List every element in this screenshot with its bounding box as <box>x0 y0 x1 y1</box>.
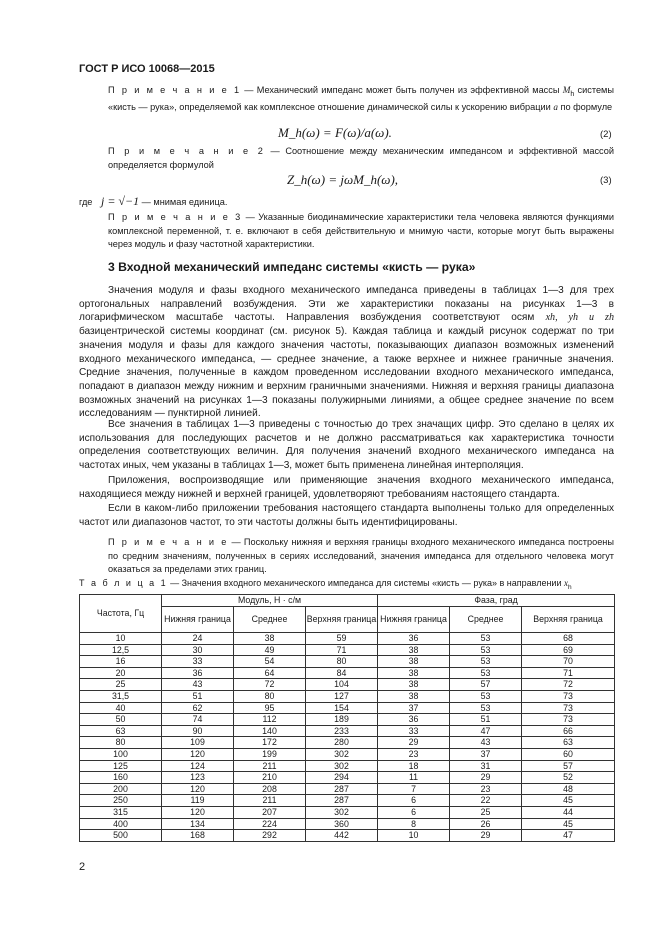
table-cell: 189 <box>306 714 378 726</box>
note-1-text-b: системы «кисть — рука», определяемой как комплексное отношение динамической силы к ускорению вибрации <box>108 85 614 113</box>
header-phase-lower: Нижняя граница <box>378 607 450 633</box>
table-row <box>80 818 615 830</box>
table-cell: 63 <box>522 737 615 749</box>
table-cell: 224 <box>234 818 306 830</box>
table-row <box>80 690 615 702</box>
note-1-label: П р и м е ч а н и е 1 <box>108 85 242 95</box>
table-cell: 31 <box>450 760 522 772</box>
table-cell: 208 <box>234 783 306 795</box>
table-cell: 80 <box>80 737 162 749</box>
note-2-text: — Соотношение между механическим импедансом и эффективной массой определяется формулой <box>108 146 614 170</box>
table-cell: 120 <box>162 783 234 795</box>
table-cell: 54 <box>234 656 306 668</box>
table-cell: 16 <box>80 656 162 668</box>
table-cell: 38 <box>378 690 450 702</box>
table-cell: 24 <box>162 633 234 645</box>
table-cell: 95 <box>234 702 306 714</box>
where-prefix: где <box>79 197 93 207</box>
paragraph-1-a: Значения модуля и фазы входного механического импеданса приведены в таблицах 1—3 для трех ортогональных направлений возбуждения. Эти же характеристики показаны на рисунках 1—3 в логарифмическом масштабе частоты. Направления возбуждения соответствуют осям <box>79 285 614 324</box>
table-cell: 70 <box>522 656 615 668</box>
table-cell: 124 <box>162 760 234 772</box>
paragraph-1-axes: xh, yh и zh <box>545 312 614 324</box>
table-cell: 44 <box>522 806 615 818</box>
table-cell: 7 <box>378 783 450 795</box>
table-cell: 29 <box>450 772 522 784</box>
table-cell: 123 <box>162 772 234 784</box>
table-cell: 302 <box>306 806 378 818</box>
note-1 <box>79 84 614 115</box>
table-caption-label: Т а б л и ц а 1 <box>79 578 168 588</box>
table-cell: 80 <box>234 690 306 702</box>
table-cell: 315 <box>80 806 162 818</box>
table-cell: 80 <box>306 656 378 668</box>
table-cell: 45 <box>522 818 615 830</box>
table-cell: 51 <box>450 714 522 726</box>
table-cell: 12,5 <box>80 644 162 656</box>
table-cell: 51 <box>162 690 234 702</box>
where-expr: j = √−1 <box>100 194 140 208</box>
table-cell: 53 <box>450 656 522 668</box>
table-cell: 172 <box>234 737 306 749</box>
table-cell: 287 <box>306 795 378 807</box>
impedance-table <box>79 594 615 842</box>
note-4-label: П р и м е ч а н и е <box>108 537 229 547</box>
table-row <box>80 725 615 737</box>
table-cell: 25 <box>450 806 522 818</box>
header-modulus-lower: Нижняя граница <box>162 607 234 633</box>
table-cell: 233 <box>306 725 378 737</box>
table-cell: 302 <box>306 748 378 760</box>
table-cell: 71 <box>306 644 378 656</box>
table-cell: 18 <box>378 760 450 772</box>
table-caption <box>79 578 619 591</box>
table-cell: 199 <box>234 748 306 760</box>
table-cell: 38 <box>234 633 306 645</box>
table-row <box>80 644 615 656</box>
table-cell: 40 <box>80 702 162 714</box>
table-cell: 154 <box>306 702 378 714</box>
table-row <box>80 737 615 749</box>
table-cell: 59 <box>306 633 378 645</box>
table-cell: 48 <box>522 783 615 795</box>
table-row <box>80 748 615 760</box>
table-cell: 43 <box>162 679 234 691</box>
table-cell: 52 <box>522 772 615 784</box>
table-cell: 38 <box>378 656 450 668</box>
table-cell: 36 <box>162 667 234 679</box>
table-row <box>80 667 615 679</box>
formula-2-number: (2) <box>600 129 612 140</box>
where-clause <box>79 195 614 210</box>
table-cell: 125 <box>80 760 162 772</box>
section-heading: 3 Входной механический импеданс системы «кисть — рука» <box>108 260 476 274</box>
table-caption-text: — Значения входного механического импеданса для системы «кисть — рука» в направлении <box>167 578 564 588</box>
table-cell: 360 <box>306 818 378 830</box>
table-cell: 20 <box>80 667 162 679</box>
table-row <box>80 772 615 784</box>
table-cell: 47 <box>450 725 522 737</box>
table-row <box>80 679 615 691</box>
table-cell: 119 <box>162 795 234 807</box>
header-phase-mean: Среднее <box>450 607 522 633</box>
table-cell: 211 <box>234 760 306 772</box>
header-phase: Фаза, град <box>378 595 615 607</box>
table-cell: 23 <box>450 783 522 795</box>
paragraph-1-b: базицентрической системы координат (см. рисунок 5). Каждая таблица и каждый рисунок содержат по три значения модуля и фазы для каждого значения частоты, показывающих диапазон возможных изменений входного механического импеданса, — среднее значение, а также верхнее и нижнее граничные значения. Средние значения, полученные в каждом проведенном исследовании входного механического импеданса, попадают в диапазон между нижним и верхним граничными значениями. Нижняя и верхняя границы диапазона возможных значений на рисунках 1—3 показаны полужирными линиями, а общее среднее значение по всем исследованиям — пунктирной линией. <box>79 326 614 420</box>
table-cell: 140 <box>234 725 306 737</box>
table-cell: 302 <box>306 760 378 772</box>
table-cell: 72 <box>522 679 615 691</box>
table-row <box>80 702 615 714</box>
table-cell: 292 <box>234 830 306 842</box>
note-1-var: M <box>562 85 571 95</box>
table-cell: 109 <box>162 737 234 749</box>
table-row <box>80 830 615 842</box>
header-modulus-upper: Верхняя граница <box>306 607 378 633</box>
table-cell: 72 <box>234 679 306 691</box>
table-caption-var: x <box>563 578 568 588</box>
table-cell: 8 <box>378 818 450 830</box>
paragraph-1 <box>79 284 614 421</box>
table-cell: 37 <box>450 748 522 760</box>
table-cell: 64 <box>234 667 306 679</box>
table-cell: 33 <box>378 725 450 737</box>
paragraph-4: Если в каком-либо приложении требования настоящего стандарта выполнены только для определенных частот или диапазонов частот, то эти частоты должны быть идентифицированы. <box>79 503 614 528</box>
table-row <box>80 795 615 807</box>
header-modulus: Модуль, Н · с/м <box>162 595 378 607</box>
page-number: 2 <box>79 861 86 873</box>
table-cell: 134 <box>162 818 234 830</box>
table-cell: 287 <box>306 783 378 795</box>
note-4-text: — Поскольку нижняя и верхняя границы входного механического импеданса построены по средним значениям, полученных в сериях исследований, значения импеданса для отдельного человека могут оказаться за пределами этих границ. <box>108 537 614 574</box>
table-cell: 50 <box>80 714 162 726</box>
table-cell: 53 <box>450 633 522 645</box>
table-cell: 500 <box>80 830 162 842</box>
table-cell: 120 <box>162 806 234 818</box>
note-3 <box>79 211 614 252</box>
table-cell: 400 <box>80 818 162 830</box>
table-row <box>80 714 615 726</box>
table-cell: 53 <box>450 690 522 702</box>
table-cell: 53 <box>450 702 522 714</box>
note-2-label: П р и м е ч а н и е 2 <box>108 146 265 156</box>
table-cell: 23 <box>378 748 450 760</box>
table-cell: 36 <box>378 633 450 645</box>
table-cell: 84 <box>306 667 378 679</box>
table-cell: 74 <box>162 714 234 726</box>
table-cell: 49 <box>234 644 306 656</box>
table-cell: 100 <box>80 748 162 760</box>
table-cell: 200 <box>80 783 162 795</box>
table-cell: 280 <box>306 737 378 749</box>
table-cell: 43 <box>450 737 522 749</box>
note-1-sub: h <box>570 90 575 98</box>
table-cell: 25 <box>80 679 162 691</box>
header-frequency: Частота, Гц <box>80 595 162 633</box>
table-cell: 30 <box>162 644 234 656</box>
table-cell: 37 <box>378 702 450 714</box>
table-cell: 66 <box>522 725 615 737</box>
table-cell: 90 <box>162 725 234 737</box>
table-cell: 6 <box>378 806 450 818</box>
note-3-label: П р и м е ч а н и е 3 <box>108 212 243 222</box>
table-cell: 38 <box>378 667 450 679</box>
table-cell: 47 <box>522 830 615 842</box>
table-cell: 160 <box>80 772 162 784</box>
formula-3: Z_h(ω) = jωM_h(ω), <box>287 172 399 187</box>
table-cell: 29 <box>450 830 522 842</box>
table-cell: 120 <box>162 748 234 760</box>
table-cell: 250 <box>80 795 162 807</box>
table-cell: 6 <box>378 795 450 807</box>
table-cell: 69 <box>522 644 615 656</box>
table-row <box>80 760 615 772</box>
table-cell: 45 <box>522 795 615 807</box>
note-3-text: — Указанные биодинамические характеристики тела человека являются функциями комплексной переменной, т. е. включают в себя действительную и мнимую части, которые могут быть выражены через модуль и фазу частотной характеристики. <box>108 212 615 249</box>
formula-2: M_h(ω) = F(ω)/a(ω). <box>278 125 392 140</box>
note-1-text-c: по формуле <box>557 102 613 113</box>
note-2 <box>79 145 614 172</box>
header-phase-upper: Верхняя граница <box>522 607 615 633</box>
paragraph-3: Приложения, воспроизводящие или применяющие значения входного механического импеданса, находящиеся между нижней и верхней границей, удовлетворяют требованиям настоящего стандарта. <box>79 475 614 500</box>
table-cell: 53 <box>450 644 522 656</box>
table-cell: 207 <box>234 806 306 818</box>
table-cell: 62 <box>162 702 234 714</box>
table-cell: 294 <box>306 772 378 784</box>
where-suffix: — мнимая единица. <box>139 197 228 207</box>
table-cell: 38 <box>378 644 450 656</box>
table-cell: 211 <box>234 795 306 807</box>
table-body <box>80 633 615 842</box>
table-cell: 210 <box>234 772 306 784</box>
table-cell: 10 <box>80 633 162 645</box>
table-row <box>80 806 615 818</box>
table-caption-sub: h <box>567 583 572 591</box>
note-1-var2: a <box>553 102 558 113</box>
table-cell: 442 <box>306 830 378 842</box>
table-cell: 10 <box>378 830 450 842</box>
table-row <box>80 656 615 668</box>
table-cell: 53 <box>450 667 522 679</box>
table-cell: 71 <box>522 667 615 679</box>
table-cell: 73 <box>522 702 615 714</box>
table-cell: 36 <box>378 714 450 726</box>
table-cell: 31,5 <box>80 690 162 702</box>
table-cell: 127 <box>306 690 378 702</box>
table-cell: 29 <box>378 737 450 749</box>
paragraph-2: Все значения в таблицах 1—3 приведены с точностью до трех значащих цифр. Это сделано в целях их использования для последующих расчетов и не должно рассматриваться как характеристика точности определения соответствующих величин. Для получения значений входного механического импеданса на частотах иных, чем указаны в таблицах 1—3, может быть применена линейная интерполяция. <box>79 419 614 472</box>
table-cell: 57 <box>522 760 615 772</box>
note-4 <box>79 536 614 577</box>
table-row <box>80 783 615 795</box>
table-cell: 38 <box>378 679 450 691</box>
table-cell: 73 <box>522 714 615 726</box>
table-cell: 26 <box>450 818 522 830</box>
table-row <box>80 633 615 645</box>
table-cell: 112 <box>234 714 306 726</box>
table-cell: 68 <box>522 633 615 645</box>
table-cell: 33 <box>162 656 234 668</box>
note-1-text-a: — Механический импеданс может быть получен из эффективной массы <box>241 85 563 95</box>
table-cell: 22 <box>450 795 522 807</box>
formula-3-number: (3) <box>600 175 612 186</box>
header-modulus-mean: Среднее <box>234 607 306 633</box>
table-cell: 168 <box>162 830 234 842</box>
table-cell: 60 <box>522 748 615 760</box>
document-header: ГОСТ Р ИСО 10068—2015 <box>79 63 215 75</box>
table-cell: 63 <box>80 725 162 737</box>
table-cell: 11 <box>378 772 450 784</box>
table-cell: 57 <box>450 679 522 691</box>
table-cell: 73 <box>522 690 615 702</box>
table-cell: 104 <box>306 679 378 691</box>
